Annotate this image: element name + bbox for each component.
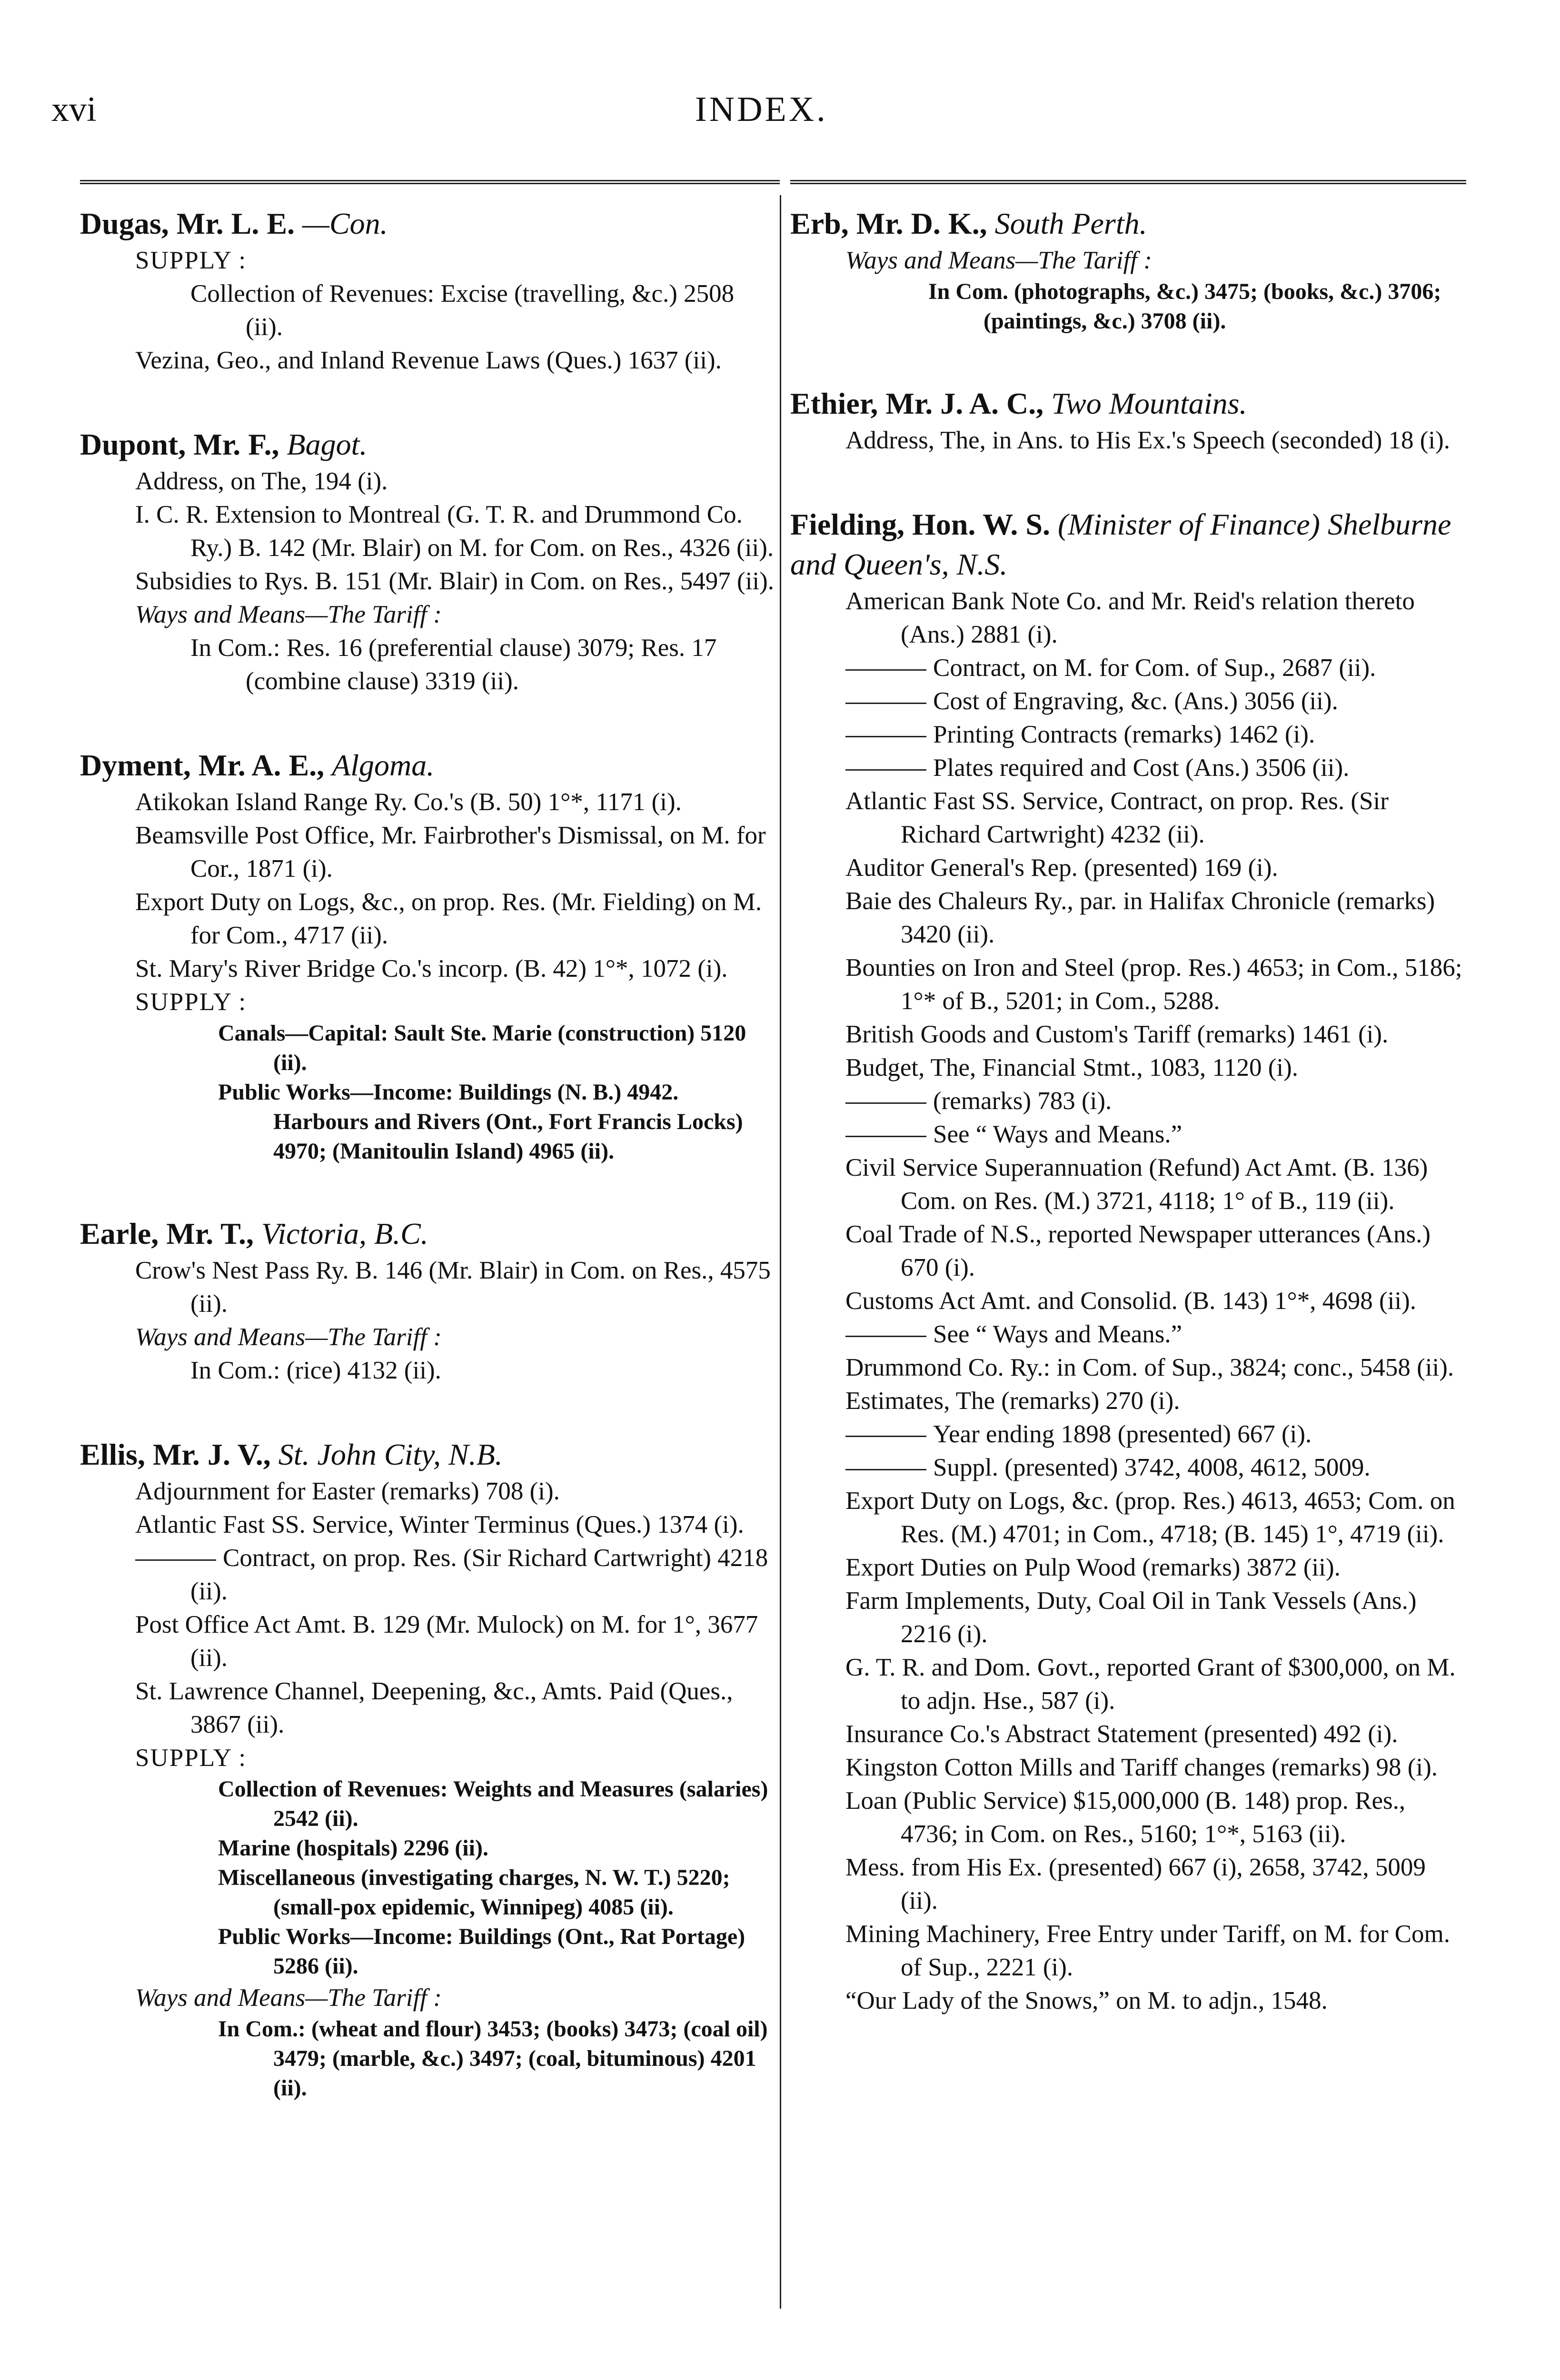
index-line — [845, 1717, 1466, 1751]
member-name: Ethier, Mr. J. A. C., — [790, 387, 1044, 420]
line-text: Loan (Public Service) $15,000,000 (B. 148) prop. Res., 4736; in Com. on Res., 5160; 1°*, 5163 (ii). — [845, 1787, 1406, 1848]
index-line — [845, 651, 1466, 684]
index-entry — [80, 1214, 775, 1387]
index-line — [218, 2014, 775, 2103]
line-text: American Bank Note Co. and Mr. Reid's relation thereto (Ans.) 2881 (i). — [845, 587, 1415, 648]
index-line — [190, 277, 775, 344]
line-text: Contract, on M. for Com. of Sup., 2687 (ii). — [933, 654, 1376, 682]
index-line — [218, 1019, 775, 1078]
line-text: Canals—Capital: Sault Ste. Marie (construction) 5120 (ii). — [218, 1021, 746, 1075]
ditto-dash — [845, 1136, 926, 1137]
line-text: Vezina, Geo., and Inland Revenue Laws (Ques.) 1637 (ii). — [135, 347, 722, 374]
member-riding: St. John City, N.B. — [278, 1438, 503, 1471]
line-text: Ways and Means—The Tariff : — [845, 247, 1152, 274]
index-line — [845, 1051, 1466, 1084]
member-name: Fielding, Hon. W. S. — [790, 507, 1050, 541]
line-text: I. C. R. Extension to Montreal (G. T. R. and Drummond Co. Ry.) B. 142 (Mr. Blair) on M. for Com. on Res., 4326 (ii). — [135, 501, 774, 562]
index-line — [135, 1981, 775, 2014]
index-line — [845, 684, 1466, 718]
index-line — [845, 1484, 1466, 1551]
line-text: Crow's Nest Pass Ry. B. 146 (Mr. Blair) in Com. on Res., 4575 (ii). — [135, 1257, 771, 1318]
index-line — [135, 598, 775, 631]
index-line — [845, 751, 1466, 784]
index-line — [845, 884, 1466, 951]
line-text: Atlantic Fast SS. Service, Contract, on prop. Res. (Sir Richard Cartwright) 4232 (ii). — [845, 787, 1389, 848]
line-text: G. T. R. and Dom. Govt., reported Grant of $300,000, on M. to adjn. Hse., 587 (i). — [845, 1654, 1456, 1715]
index-line — [845, 1917, 1466, 1984]
line-text: Suppl. (presented) 3742, 4008, 4612, 5009. — [933, 1454, 1371, 1481]
member-riding: South Perth. — [994, 207, 1147, 240]
index-line — [218, 1834, 775, 1863]
index-line — [845, 1318, 1466, 1351]
member-riding: —Con. — [302, 207, 388, 240]
line-text: Civil Service Superannuation (Refund) Act Amt. (B. 136) Com. on Res. (M.) 3721, 4118; 1° of B., 119 (ii). — [845, 1154, 1428, 1215]
index-line — [845, 1651, 1466, 1717]
column-divider — [780, 195, 781, 2309]
line-text: Insurance Co.'s Abstract Statement (presented) 492 (i). — [845, 1720, 1398, 1748]
index-line — [135, 498, 775, 565]
index-line — [135, 1675, 775, 1741]
member-riding: (Minister of Finance) Shelburne and Queen's, N.S. — [790, 507, 1451, 581]
line-text: Auditor General's Rep. (presented) 169 (i). — [845, 854, 1278, 882]
line-text: “Our Lady of the Snows,” on M. to adjn., 1548. — [845, 1987, 1328, 2014]
index-entry — [80, 745, 775, 1166]
line-text: Budget, The, Financial Stmt., 1083, 1120 (i). — [845, 1054, 1298, 1081]
index-entry — [790, 204, 1466, 336]
ditto-dash — [845, 1102, 926, 1104]
line-text: In Com.: (wheat and flour) 3453; (books) 3473; (coal oil) 3479; (marble, &c.) 3497; (coal, bituminous) 4201 (ii). — [218, 2016, 768, 2101]
index-entry — [80, 204, 775, 377]
line-text: Mining Machinery, Free Entry under Tariff, on M. for Com. of Sup., 2221 (i). — [845, 1920, 1451, 1981]
index-line — [845, 1751, 1466, 1784]
ditto-dash — [845, 736, 926, 737]
ditto-dash — [845, 669, 926, 671]
line-text: Post Office Act Amt. B. 129 (Mr. Mulock) on M. for 1°, 3677 (ii). — [135, 1611, 758, 1672]
ditto-dash — [845, 769, 926, 771]
index-entry — [790, 384, 1466, 457]
index-line — [218, 1863, 775, 1922]
line-text: Address, The, in Ans. to His Ex.'s Speech (seconded) 18 (i). — [845, 426, 1451, 454]
index-line — [928, 277, 1466, 336]
ditto-dash — [135, 1559, 216, 1561]
line-text: In Com.: (rice) 4132 (ii). — [190, 1357, 441, 1384]
entry-heading — [80, 1435, 775, 1475]
index-line — [135, 1541, 775, 1608]
line-text: Contract, on prop. Res. (Sir Richard Cartwright) 4218 (ii). — [190, 1544, 768, 1605]
index-line — [845, 951, 1466, 1018]
index-line — [135, 1320, 775, 1354]
line-text: Ways and Means—The Tariff : — [135, 1323, 442, 1351]
index-line — [135, 885, 775, 952]
index-line — [845, 1784, 1466, 1851]
member-riding: Victoria, B.C. — [261, 1217, 428, 1250]
entry-heading — [790, 384, 1466, 424]
line-text: Export Duty on Logs, &c., on prop. Res. (Mr. Fielding) on M. for Com., 4717 (ii). — [135, 888, 762, 949]
line-text: Atlantic Fast SS. Service, Winter Terminus (Ques.) 1374 (i). — [135, 1511, 744, 1538]
line-text: Plates required and Cost (Ans.) 3506 (ii). — [933, 754, 1350, 782]
index-line — [845, 585, 1466, 651]
index-line — [845, 1118, 1466, 1151]
line-text: Drummond Co. Ry.: in Com. of Sup., 3824; conc., 5458 (ii). — [845, 1354, 1454, 1381]
line-text: Subsidies to Rys. B. 151 (Mr. Blair) in Com. on Res., 5497 (ii). — [135, 567, 775, 595]
member-name: Earle, Mr. T., — [80, 1217, 254, 1250]
index-line — [845, 1284, 1466, 1318]
entry-heading — [80, 1214, 775, 1254]
index-line — [135, 244, 775, 277]
member-name: Dupont, Mr. F., — [80, 427, 279, 461]
ditto-dash — [845, 1436, 926, 1437]
index-line — [845, 1984, 1466, 2017]
right-column — [790, 204, 1466, 2065]
member-riding: Algoma. — [332, 748, 435, 782]
index-line — [845, 784, 1466, 851]
index-line — [190, 1354, 775, 1387]
ditto-dash — [845, 1336, 926, 1337]
line-text: SUPPLY : — [135, 988, 247, 1016]
index-line — [135, 465, 775, 498]
line-text: Estimates, The (remarks) 270 (i). — [845, 1387, 1180, 1415]
index-line — [845, 1584, 1466, 1651]
index-line — [218, 1078, 775, 1166]
index-line — [135, 819, 775, 885]
line-text: Public Works—Income: Buildings (N. B.) 4942. Harbours and Rivers (Ont., Fort Francis Locks) 4970; (Manitoulin Island) 4965 (ii). — [218, 1080, 743, 1164]
index-line — [135, 985, 775, 1019]
member-name: Dugas, Mr. L. E. — [80, 207, 295, 240]
index-line — [845, 1151, 1466, 1218]
index-line — [845, 1451, 1466, 1484]
index-line — [845, 1018, 1466, 1051]
ditto-dash — [845, 703, 926, 704]
index-line — [135, 344, 775, 377]
line-text: Marine (hospitals) 2296 (ii). — [218, 1835, 488, 1861]
line-text: Kingston Cotton Mills and Tariff changes (remarks) 98 (i). — [845, 1754, 1438, 1781]
line-text: Ways and Means—The Tariff : — [135, 1984, 442, 2012]
index-entry — [80, 425, 775, 698]
index-line — [135, 952, 775, 985]
member-name: Erb, Mr. D. K., — [790, 207, 987, 240]
member-name: Dyment, Mr. A. E., — [80, 748, 325, 782]
line-text: See “ Ways and Means.” — [933, 1121, 1182, 1148]
line-text: Export Duties on Pulp Wood (remarks) 3872 (ii). — [845, 1554, 1341, 1581]
index-line — [135, 785, 775, 819]
line-text: British Goods and Custom's Tariff (remarks) 1461 (i). — [845, 1021, 1389, 1048]
line-text: (remarks) 783 (i). — [933, 1087, 1112, 1115]
page-number: xvi — [51, 90, 97, 129]
line-text: In Com. (photographs, &c.) 3475; (books, &c.) 3706; (paintings, &c.) 3708 (ii). — [928, 279, 1441, 334]
index-line — [218, 1775, 775, 1834]
index-line — [135, 1741, 775, 1775]
member-name: Ellis, Mr. J. V., — [80, 1438, 271, 1471]
line-text: Collection of Revenues: Excise (travelling, &c.) 2508 (ii). — [190, 280, 735, 341]
index-line — [845, 1384, 1466, 1418]
index-line — [845, 1084, 1466, 1118]
line-text: Coal Trade of N.S., reported Newspaper utterances (Ans.) 670 (i). — [845, 1220, 1431, 1281]
line-text: St. Lawrence Channel, Deepening, &c., Amts. Paid (Ques., 3867 (ii). — [135, 1677, 733, 1738]
line-text: Cost of Engraving, &c. (Ans.) 3056 (ii). — [933, 687, 1338, 715]
line-text: In Com.: Res. 16 (preferential clause) 3079; Res. 17 (combine clause) 3319 (ii). — [190, 634, 717, 695]
index-line — [845, 718, 1466, 751]
index-line — [135, 565, 775, 598]
line-text: Miscellaneous (investigating charges, N. W. T.) 5220; (small-pox epidemic, Winnipeg) 4085 (ii). — [218, 1865, 730, 1920]
index-line — [845, 1418, 1466, 1451]
line-text: Baie des Chaleurs Ry., par. in Halifax Chronicle (remarks) 3420 (ii). — [845, 887, 1435, 948]
index-line — [845, 1851, 1466, 1917]
line-text: SUPPLY : — [135, 247, 247, 274]
line-text: Collection of Revenues: Weights and Measures (salaries) 2542 (ii). — [218, 1776, 768, 1831]
line-text: Beamsville Post Office, Mr. Fairbrother's Dismissal, on M. for Cor., 1871 (i). — [135, 822, 766, 883]
index-line — [218, 1922, 775, 1981]
line-text: SUPPLY : — [135, 1744, 247, 1772]
line-text: Year ending 1898 (presented) 667 (i). — [933, 1420, 1312, 1448]
line-text: Printing Contracts (remarks) 1462 (i). — [933, 721, 1315, 748]
entry-heading — [80, 425, 775, 465]
entry-heading — [790, 204, 1466, 244]
entry-heading — [80, 204, 775, 244]
index-line — [845, 1218, 1466, 1284]
left-column — [80, 204, 775, 2151]
line-text: Address, on The, 194 (i). — [135, 467, 388, 495]
line-text: Ways and Means—The Tariff : — [135, 601, 442, 628]
index-line — [135, 1508, 775, 1541]
line-text: Public Works—Income: Buildings (Ont., Rat Portage) 5286 (ii). — [218, 1924, 745, 1979]
index-line — [190, 631, 775, 698]
ditto-dash — [845, 1469, 926, 1470]
index-line — [845, 424, 1466, 457]
index-line — [845, 244, 1466, 277]
member-riding: Bagot. — [287, 427, 368, 461]
line-text: See “ Ways and Means.” — [933, 1320, 1182, 1348]
header-rule-right — [790, 180, 1466, 184]
line-text: Export Duty on Logs, &c. (prop. Res.) 4613, 4653; Com. on Res. (M.) 4701; in Com., 4718; (B. 145) 1°, 4719 (ii). — [845, 1487, 1455, 1548]
line-text: St. Mary's River Bridge Co.'s incorp. (B. 42) 1°*, 1072 (i). — [135, 955, 728, 982]
line-text: Mess. from His Ex. (presented) 667 (i), 2658, 3742, 5009 (ii). — [845, 1854, 1426, 1914]
entry-heading — [80, 745, 775, 785]
line-text: Atikokan Island Range Ry. Co.'s (B. 50) 1°*, 1171 (i). — [135, 788, 682, 816]
line-text: Customs Act Amt. and Consolid. (B. 143) 1°*, 4698 (ii). — [845, 1287, 1416, 1315]
index-line — [845, 1551, 1466, 1584]
page-title: INDEX. — [695, 90, 828, 129]
line-text: Adjournment for Easter (remarks) 708 (i). — [135, 1478, 560, 1505]
index-entry — [80, 1435, 775, 2103]
index-line — [135, 1608, 775, 1675]
member-riding: Two Mountains. — [1051, 387, 1247, 420]
index-line — [845, 1351, 1466, 1384]
line-text: Farm Implements, Duty, Coal Oil in Tank Vessels (Ans.) 2216 (i). — [845, 1587, 1417, 1648]
index-entry — [790, 505, 1466, 2017]
entry-heading — [790, 505, 1466, 585]
header-rule-left — [80, 180, 780, 184]
index-line — [845, 851, 1466, 884]
line-text: Bounties on Iron and Steel (prop. Res.) 4653; in Com., 5186; 1°* of B., 5201; in Com., 5288. — [845, 954, 1462, 1015]
index-line — [135, 1254, 775, 1320]
index-line — [135, 1475, 775, 1508]
